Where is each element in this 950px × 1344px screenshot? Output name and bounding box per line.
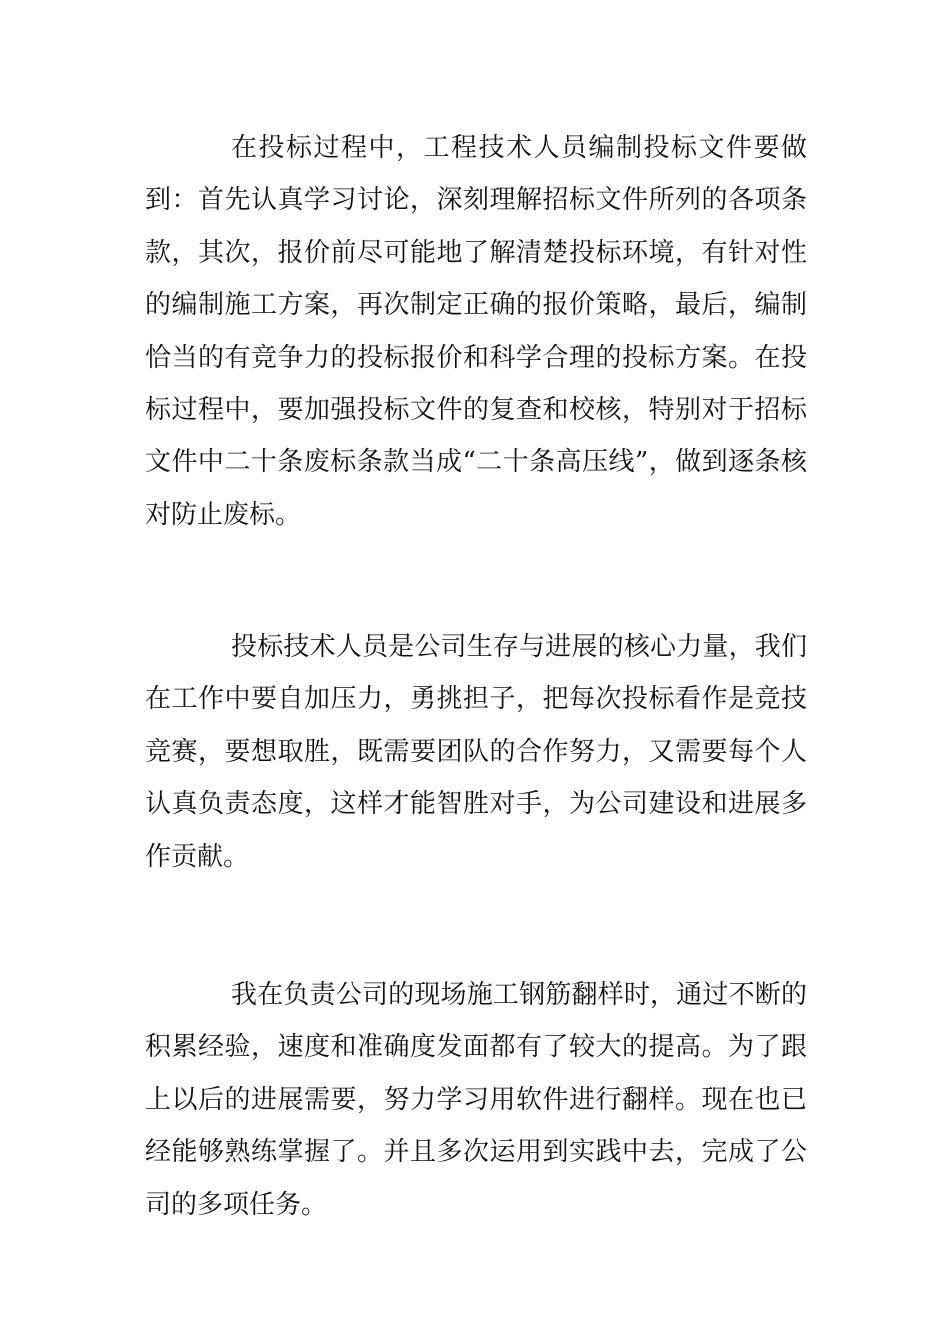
paragraph-technical-staff: 投标技术人员是公司生存与进展的核心力量，我们在工作中要自加压力，勇挑担子，把每次投标看作是竞技竞赛，要想取胜，既需要团队的合作努力，又需要每个人认真负责态度，这样才能智胜对手，为公司建设和进展多作贡献。 <box>145 632 807 872</box>
paragraph-bidding-process: 在投标过程中，工程技术人员编制投标文件要做到：首先认真学习讨论，深刻理解招标文件所列的各项条款，其次，报价前尽可能地了解清楚投标环境，有针对性的编制施工方案，再次制定正确的报价策略，最后，编制恰当的有竞争力的投标报价和科学合理的投标方案。在投标过程中，要加强投标文件的复查和校核，特别对于招标文件中二十条废标条款当成“二十条高压线”，做到逐条核对防止废标。 <box>145 133 807 530</box>
paragraph-rebar-layout: 我在负责公司的现场施工钢筋翻样时，通过不断的积累经验，速度和准确度发面都有了较大的提高。为了跟上以后的进展需要，努力学习用软件进行翻样。现在也已经能够熟练掌握了。并且多次运用到实践中去，完成了公司的多项任务。 <box>145 980 807 1220</box>
